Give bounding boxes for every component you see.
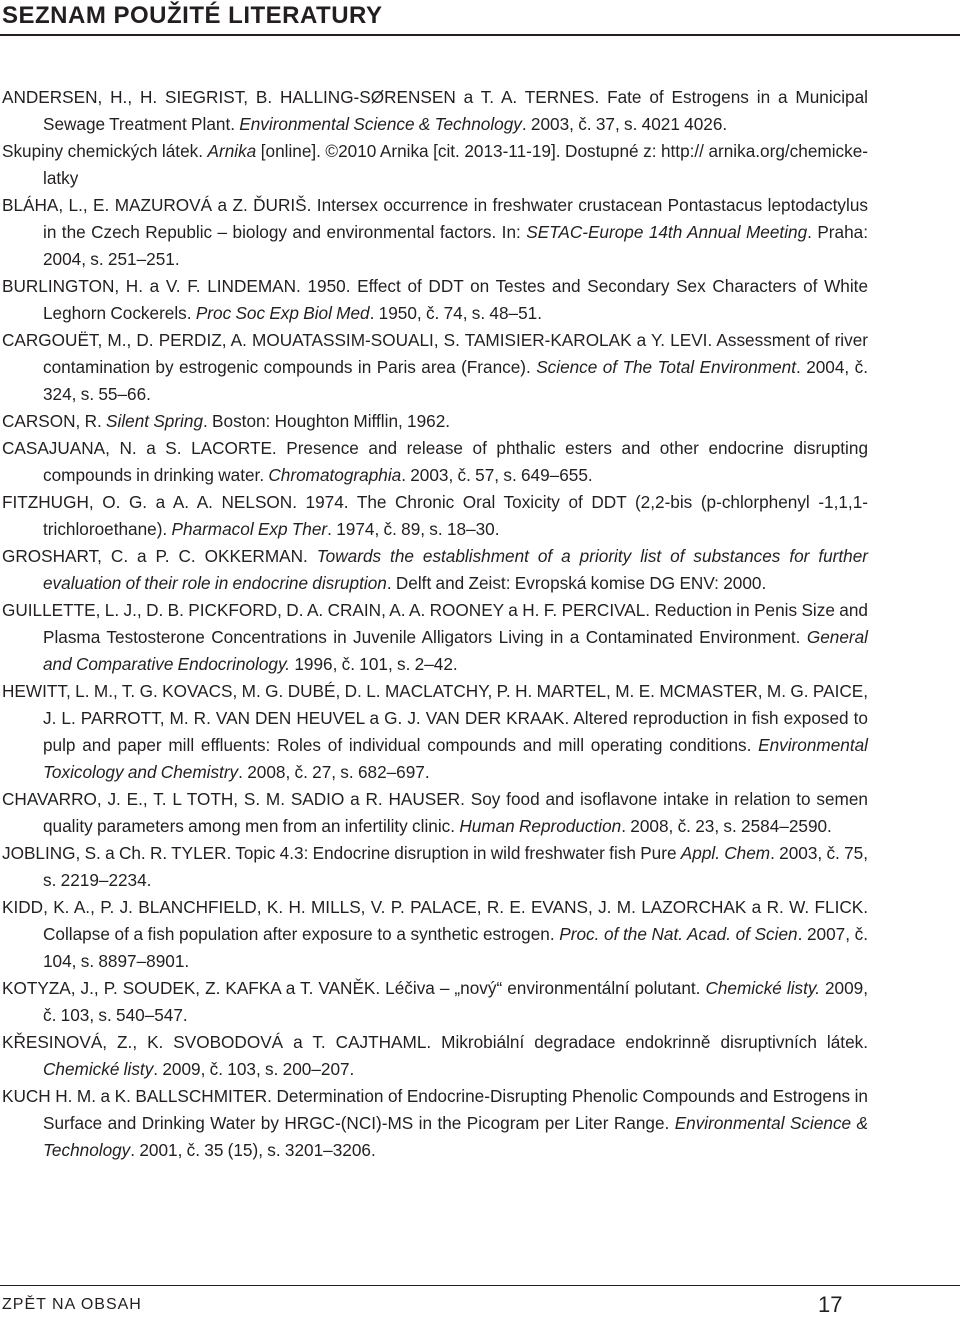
reference-text: ANDERSEN, H., H. SIEGRIST, B. HALLING-SØRENSEN a T. A. TERNES. Fate of Estrogens in a Municipal Sewage Treatment Plant. [2,87,868,134]
reference-source-title: Proc Soc Exp Biol Med [195,303,370,323]
reference-entry [2,543,868,597]
reference-text: CARSON, R. [2,411,107,431]
reference-source-title: General and Comparative Endocrinology. [43,627,868,674]
reference-source-title: Human Reproduction [459,816,622,836]
reference-text: KIDD, K. A., P. J. BLANCHFIELD, K. H. MILLS, V. P. PALACE, R. E. EVANS, J. M. LAZORCHAK a R. W. FLICK. Collapse of a fish population after exposure to a synthetic estrogen. [2,897,868,944]
reference-text: GROSHART, C. a P. C. OKKERMAN. [2,546,317,566]
reference-source-title: Arnika [207,141,257,161]
reference-source-title: Towards the establishment of a priority list of substances for further evaluation of their role in endocrine disruption [43,546,869,593]
reference-source-title: Chemické listy. [705,978,820,998]
reference-text: . 2004, č. 324, s. 55–66. [43,357,868,404]
reference-text: KUCH H. M. a K. BALLSCHMITER. Determination of Endocrine-Disrupting Phenolic Compounds and Estrogens in Surface and Drinking Water by HRGC-(NCI)-MS in the Picogram per Liter Range. [2,1086,868,1133]
reference-list [2,84,868,1164]
reference-text: FITZHUGH, O. G. a A. A. NELSON. 1974. The Chronic Oral Toxicity of DDT (2,2-bis (p-chlorphenyl -1,1,1-trichloroethane). [2,492,868,539]
reference-text: . 2009, č. 103, s. 200–207. [153,1059,355,1079]
reference-entry [2,192,868,273]
reference-text: . 2003, č. 37, s. 4021 4026. [521,114,728,134]
reference-text: BURLINGTON, H. a V. F. LINDEMAN. 1950. Effect of DDT on Testes and Secondary Sex Characters of White Leghorn Cockerels. [2,276,868,323]
footer-divider [0,1285,960,1286]
reference-text: JOBLING, S. a Ch. R. TYLER. Topic 4.3: Endocrine disruption in wild freshwater fish Pure [2,843,681,863]
reference-source-title: Environmental Toxicology and Chemistry [43,735,868,782]
reference-text: KŘESINOVÁ, Z., K. SVOBODOVÁ a T. CAJTHAML. Mikrobiální degradace endokrinně disruptivních látek. [2,1032,868,1052]
reference-source-title: Science of The Total Environment [536,357,797,377]
reference-text: [online]. ©2010 Arnika [cit. 2013-11-19]. Dostupné z: [256,141,661,161]
reference-source-title: Environmental Science & Technology [43,1113,868,1160]
reference-text: . Praha: 2004, s. 251–251. [43,222,868,269]
reference-text: GUILLETTE, L. J., D. B. PICKFORD, D. A. CRAIN, A. A. ROONEY a H. F. PERCIVAL. Reduction in Penis Size and Plasma Testosterone Concentrations in Juvenile Alligators Living in a Contaminated Environment. [2,600,868,647]
reference-text: KOTYZA, J., P. SOUDEK, Z. KAFKA a T. VANĚK. Léčiva – „nový“ environmentální polutant. [2,978,706,998]
reference-source-title: Chemické listy [43,1059,154,1079]
reference-source-title: Silent Spring [106,411,203,431]
reference-text: . Delft and Zeist: Evropská komise DG ENV: 2000. [386,573,767,593]
reference-entry [2,678,868,786]
reference-source-title: Pharmacol Exp Ther [171,519,328,539]
reference-source-title: Proc. of the Nat. Acad. of Scien [559,924,798,944]
reference-text: . 1974, č. 89, s. 18–30. [327,519,500,539]
reference-entry [2,408,868,435]
reference-text: 1996, č. 101, s. 2–42. [290,654,458,674]
reference-entry [2,489,868,543]
reference-text: BLÁHA, L., E. MAZUROVÁ a Z. ĎURIŠ. Intersex occurrence in freshwater crustacean Pontastacus leptodactylus in the Czech Republic – biology and environmental factors. In: [2,195,868,242]
reference-text: . 2008, č. 23, s. 2584–2590. [621,816,832,836]
reference-url-link[interactable]: http:// arnika.org/chemicke-latky [43,141,868,188]
reference-entry [2,840,868,894]
reference-entry [2,138,868,192]
back-to-contents-link[interactable]: ZPĚT NA OBSAH [2,1296,142,1313]
reference-text: . Boston: Houghton Mifflin, 1962. [203,411,451,431]
reference-entry [2,975,868,1029]
page-number: 17 [818,1292,843,1317]
reference-text: . 2007, č. 104, s. 8897–8901. [43,924,868,971]
reference-text: . 1950, č. 74, s. 48–51. [369,303,542,323]
page-title: SEZNAM POUŽITÉ LITERATURY [0,0,960,36]
reference-entry [2,1029,868,1083]
reference-source-title: Appl. Chem [680,843,771,863]
reference-entry [2,894,868,975]
reference-entry [2,435,868,489]
reference-text: CARGOUËT, M., D. PERDIZ, A. MOUATASSIM-SOUALI, S. TAMISIER-KAROLAK a Y. LEVI. Assessment of river contamination by estrogenic compounds in Paris area (France). [2,330,868,377]
reference-text: . 2003, č. 57, s. 649–655. [401,465,593,485]
reference-text: 2009, č. 103, s. 540–547. [43,978,869,1025]
reference-entry [2,327,868,408]
reference-text: HEWITT, L. M., T. G. KOVACS, M. G. DUBÉ, D. L. MACLATCHY, P. H. MARTEL, M. E. MCMASTER, M. G. PAICE, J. L. PARROTT, M. R. VAN DEN HEUVEL a G. J. VAN DER KRAAK. Altered reproduction in fish exposed to pulp and paper mill effluents: Roles of individual compounds and mill operating conditions. [2,681,868,755]
reference-source-title: Environmental Science & Technology [239,114,522,134]
reference-source-title: SETAC-Europe 14th Annual Meeting [526,222,808,242]
reference-text: CHAVARRO, J. E., T. L TOTH, S. M. SADIO a R. HAUSER. Soy food and isoflavone intake in relation to semen quality parameters among men from an infertility clinic. [2,789,868,836]
reference-text: . 2001, č. 35 (15), s. 3201–3206. [130,1140,376,1160]
reference-entry [2,84,868,138]
reference-source-title: Chromatographia [268,465,402,485]
reference-entry [2,273,868,327]
reference-entry [2,786,868,840]
reference-text: CASAJUANA, N. a S. LACORTE. Presence and release of phthalic esters and other endocrine disrupting compounds in drinking water. [2,438,868,485]
reference-text: Skupiny chemických látek. [2,141,208,161]
reference-text: . 2003, č. 75, s. 2219–2234. [43,843,868,890]
reference-text: . 2008, č. 27, s. 682–697. [238,762,430,782]
reference-entry [2,597,868,678]
reference-entry [2,1083,868,1164]
